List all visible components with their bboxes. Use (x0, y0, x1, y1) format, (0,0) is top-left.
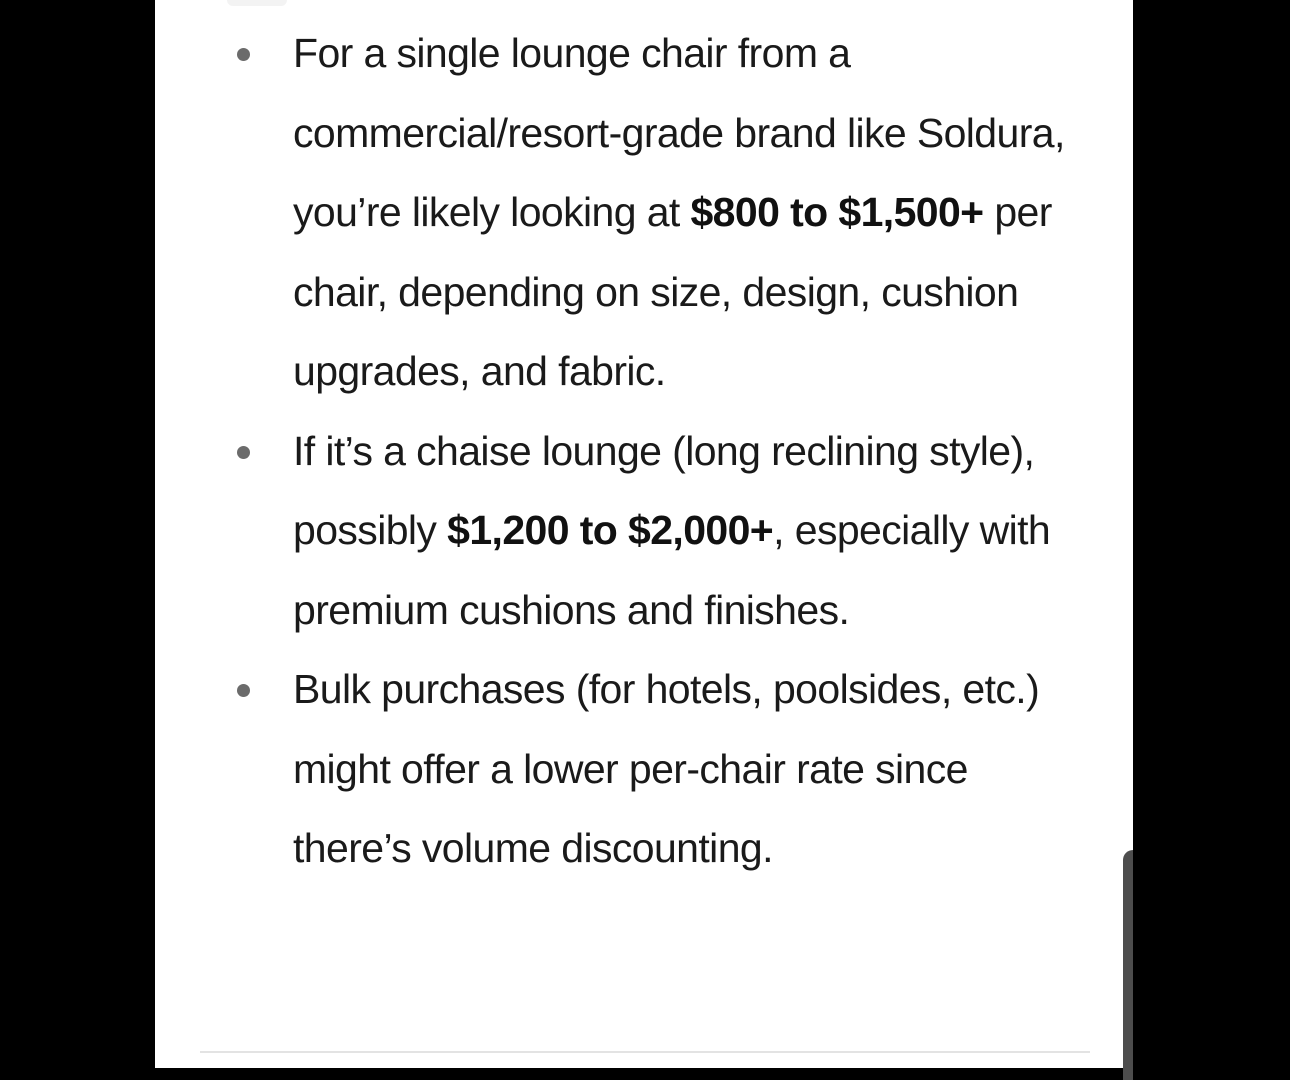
price-bullet-list (155, 14, 1133, 889)
bullet-text: For a single lounge chair from a commercial/resort-grade brand like Soldura, you’re likely looking at (293, 30, 1065, 235)
bullet-text: If it’s a chaise lounge (long reclining style), possibly (293, 427, 1035, 553)
bullet-text: , especially with premium cushions and finishes. (293, 507, 1051, 633)
bullet-dot-icon (237, 446, 250, 459)
top-edge-artifact (227, 0, 287, 6)
section-divider (200, 1051, 1090, 1053)
bullet-dot-icon (237, 684, 250, 697)
bullet-item-single-chair (155, 14, 1133, 412)
price-range-bold: $1,200 to $2,000+ (447, 507, 774, 553)
chat-response-panel (155, 0, 1133, 1068)
bullet-item-bulk-purchases (155, 650, 1133, 889)
scrollbar-thumb[interactable] (1123, 850, 1133, 1080)
bullet-text: Bulk purchases (for hotels, poolsides, etc.) might offer a lower per-chair rate since there’s volume discounting. (293, 666, 1040, 871)
bullet-item-chaise-lounge (155, 412, 1133, 651)
bullet-text: per chair, depending on size, design, cushion upgrades, and fabric. (293, 189, 1052, 394)
price-range-bold: $800 to $1,500+ (690, 189, 984, 235)
bullet-dot-icon (237, 48, 250, 61)
